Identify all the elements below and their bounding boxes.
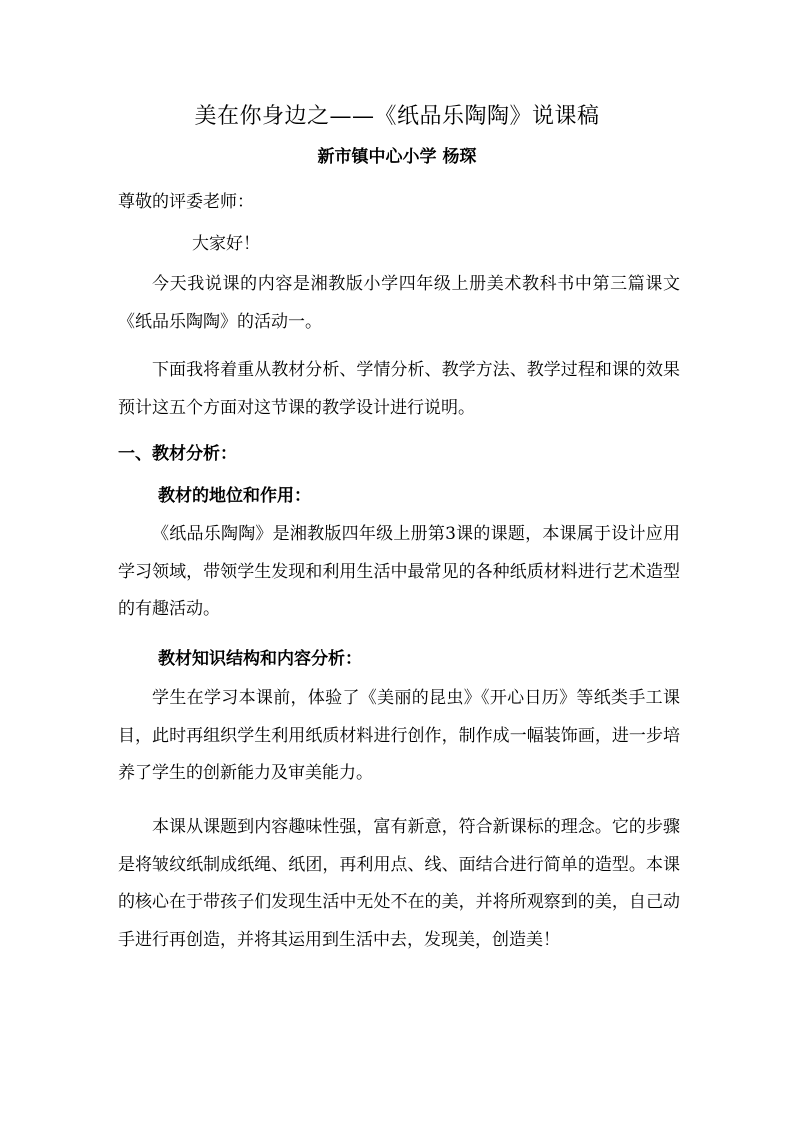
knowledge-structure-paragraph: 学生在学习本课前，体验了《美丽的昆虫》《开心日历》等纸类手工课目，此时再组织学生利用纸质材料进行创作，制作成一幅装饰画，进一步培养了学生的创新能力及审美能力。	[118, 688, 680, 784]
document-author: 新市镇中心小学 杨琛	[317, 147, 477, 167]
document-title: 美在你身边之——《纸品乐陶陶》说课稿	[194, 104, 600, 129]
greeting: 大家好！	[192, 234, 260, 254]
section-heading-textbook-analysis: 一、教材分析：	[118, 444, 237, 464]
intro-paragraph: 今天我说课的内容是湘教版小学四年级上册美术教科书中第三篇课文《纸品乐陶陶》的活动一。	[118, 274, 680, 332]
subheading-knowledge-structure: 教材知识结构和内容分析：	[158, 649, 362, 669]
salutation: 尊敬的评委老师：	[118, 192, 254, 212]
core-concept-paragraph: 本课从课题到内容趣味性强，富有新意，符合新课标的理念。它的步骤是将皱纹纸制成纸绳、纸团，再利用点、线、面结合进行简单的造型。本课的核心在于带孩子们发现生活中无处不在的美，并将所观察到的美，自己动手进行再创造，并将其运用到生活中去，发现美，创造美！	[118, 817, 680, 950]
outline-paragraph: 下面我将着重从教材分析、学情分析、教学方法、教学过程和课的效果预计这五个方面对这节课的教学设计进行说明。	[118, 360, 680, 418]
position-role-paragraph: 《纸品乐陶陶》是湘教版四年级上册第3课的课题，本课属于设计应用学习领域，带领学生发现和利用生活中最常见的各种纸质材料进行艺术造型的有趣活动。	[118, 524, 680, 620]
subheading-position-role: 教材的地位和作用：	[158, 486, 311, 506]
